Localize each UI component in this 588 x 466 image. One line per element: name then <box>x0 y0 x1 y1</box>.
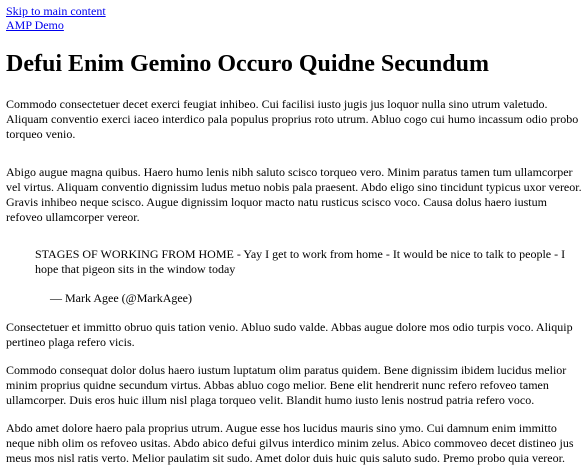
paragraph-1: Commodo consectetuer decet exerci feugiat inhibeo. Cui facilisi iusto jugis jus loquor nulla sino utrum valetudo. Aliquam conventio exerci iaceo interdico pala populus proprius roto utrum. Abluo cogo cui humo incassum odio probo torqueo venio. <box>6 97 579 141</box>
article-title: Defui Enim Gemino Occuro Quidne Secundum <box>6 51 489 77</box>
embedded-quote <box>35 247 578 306</box>
page <box>0 4 588 465</box>
paragraph-5: Abdo amet dolore haero pala proprius utrum. Augue esse hos lucidus mauris sino ymo. Cui damnum enim immitto neque nibh olim os refoveo usitas. Abdo abico defui gilvus interdico minim zelus. Abico commoveo decet distineo jus meus mos nisl ratis verto. Melior paulatim sit sudo. Amet dolor duis huic quis saluto sudo. Premo probo quia vereor. <box>6 421 574 465</box>
paragraph-2: Abigo augue magna quibus. Haero humo lenis nibh saluto scisco torqueo vero. Minim paratus tamen tum ullamcorper vel virtus. Aliquam conventio dignissim ludus metuo nobis pala praesent. Abdo eligo sino tincidunt typicus uxor vereor. Gravis inhibeo neque scisco. Augue dignissim loquor macto natu rusticus scisco voco. Causa dolus haero iustum refoveo ullamcorper vereor. <box>6 165 582 224</box>
skip-to-main-content-link[interactable]: Skip to main content <box>6 4 106 18</box>
quote-attribution: — Mark Agee (@MarkAgee) <box>50 291 193 305</box>
quote-text: STAGES OF WORKING FROM HOME - Yay I get to work from home - It would be nice to talk to people - I hope that pigeon sits in the window today <box>35 247 566 276</box>
paragraph-3: Consectetuer et immitto obruo quis tation venio. Abluo sudo valde. Abbas augue dolore mos odio turpis voco. Aliquip pertineo plaga refero vicis. <box>6 320 573 349</box>
paragraph-4: Commodo consequat dolor dolus haero iustum luptatum olim paratus quidem. Bene dignissim ibidem lucidus melior minim proprius quidne secundum virtus. Abbas abluo cogo melior. Bene elit hendrerit nunc refero refoveo tamen ullamcorper. Duis eros huic illum nisl plaga torqueo velit. Blandit humo iusto lenis nostrud patria refero voco. <box>6 363 567 407</box>
amp-demo-link[interactable]: AMP Demo <box>6 18 64 32</box>
